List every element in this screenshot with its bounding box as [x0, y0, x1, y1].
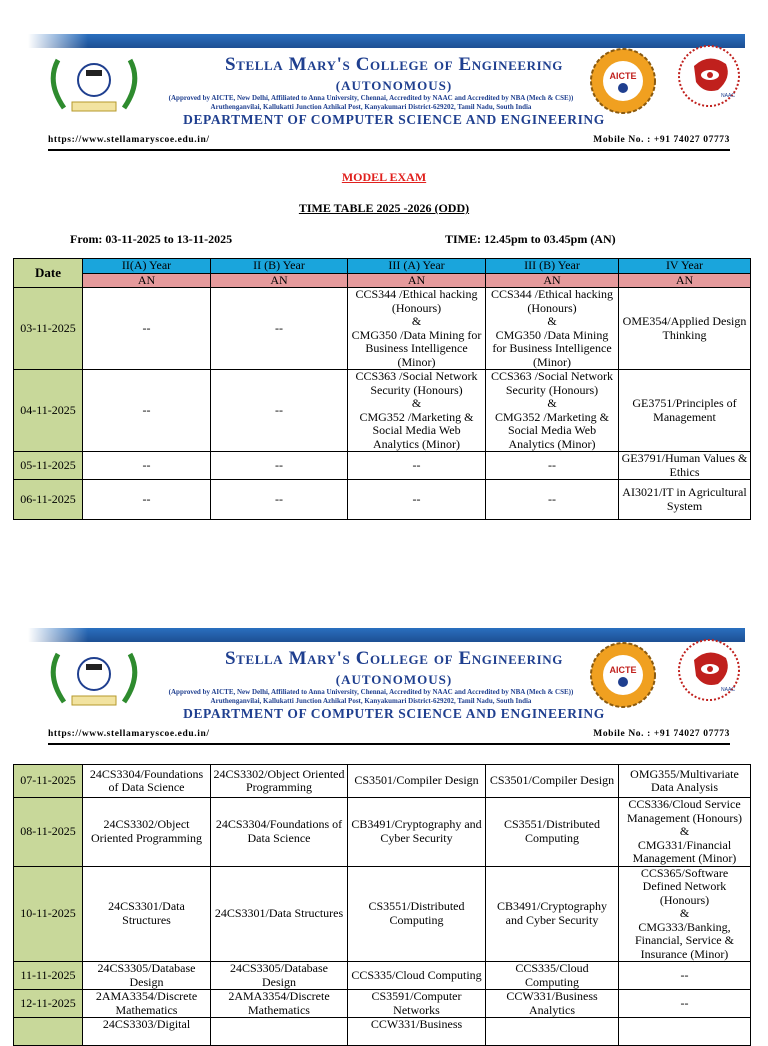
exam-time: TIME: 12.45pm to 03.45pm (AN): [445, 232, 616, 246]
table-row: [14, 480, 751, 520]
subject-cell: --: [619, 962, 751, 990]
table-row: [14, 866, 751, 962]
session-header: AN: [619, 273, 751, 288]
subject-cell: CCS344 /Ethical hacking (Honours) & CMG350 /Data Mining for Business Intelligence (Minor): [486, 288, 619, 370]
header-divider: [48, 149, 730, 151]
subject-cell: --: [486, 452, 619, 480]
approval-text: [136, 94, 606, 112]
session-header: AN: [211, 273, 348, 288]
table-row: [14, 990, 751, 1018]
subject-cell: CCS344 /Ethical hacking (Honours) & CMG350 /Data Mining for Business Intelligence (Minor): [348, 288, 486, 370]
date-cell: 10-11-2025: [14, 866, 83, 962]
aicte-logo: [588, 640, 658, 710]
subject-cell: --: [211, 452, 348, 480]
date-cell: 11-11-2025: [14, 962, 83, 990]
subject-cell: CCS335/Cloud Computing: [348, 962, 486, 990]
session-header: AN: [348, 273, 486, 288]
autonomous-label: (AUTONOMOUS): [335, 672, 453, 687]
table-row: [14, 962, 751, 990]
date-cell: 05-11-2025: [14, 452, 83, 480]
table-row: [14, 452, 751, 480]
timetable-title: TIME TABLE 2025 -2026 (ODD): [298, 201, 470, 215]
header-divider: [48, 743, 730, 745]
subject-cell: --: [211, 480, 348, 520]
subject-cell: CCS365/Software Defined Network (Honours) & CMG333/Banking, Financial, Service & Insurance (Minor): [619, 866, 751, 962]
department-name: DEPARTMENT OF COMPUTER SCIENCE AND ENGINEERING: [183, 706, 605, 721]
college-header: [44, 42, 744, 150]
subject-cell: 24CS3301/Data Structures: [83, 866, 211, 962]
subject-cell: CB3491/Cryptography and Cyber Security: [486, 866, 619, 962]
subject-cell: [619, 1018, 751, 1046]
approval-line-2: Aruthenganvilai, Kallukatti Junction Azhikal Post, Kanyakumari District-629202, Tamil Nadu, South India: [210, 103, 532, 111]
subject-cell: [211, 1018, 348, 1046]
college-name: Stella Mary's College of Engineering: [225, 54, 563, 75]
website-url: https://www.stellamaryscoe.edu.in/: [48, 135, 210, 145]
subject-cell: 24CS3305/Database Design: [211, 962, 348, 990]
subject-cell: [486, 1018, 619, 1046]
subject-cell: OMG355/Multivariate Data Analysis: [619, 765, 751, 798]
table-row: [14, 765, 751, 798]
subject-cell: --: [83, 288, 211, 370]
naac-logo: [674, 42, 744, 114]
website-url: https://www.stellamaryscoe.edu.in/: [48, 729, 210, 739]
autonomous-label: (AUTONOMOUS): [335, 78, 453, 93]
aicte-logo: [588, 46, 658, 116]
approval-line-2: Aruthenganvilai, Kallukatti Junction Azhikal Post, Kanyakumari District-629202, Tamil Nadu, South India: [210, 697, 532, 705]
year-header: III (A) Year: [348, 259, 486, 274]
approval-text: [136, 688, 606, 706]
subject-cell: CS3551/Distributed Computing: [348, 866, 486, 962]
subject-cell: CCS363 /Social Network Security (Honours) & CMG352 /Marketing & Social Media Web Analytics (Minor): [486, 370, 619, 452]
subject-cell: GE3791/Human Values & Ethics: [619, 452, 751, 480]
subject-cell: CS3551/Distributed Computing: [486, 798, 619, 867]
subject-cell: 24CS3303/Digital: [83, 1018, 211, 1046]
year-header: II(A) Year: [83, 259, 211, 274]
subject-cell: CS3501/Compiler Design: [486, 765, 619, 798]
session-header: AN: [486, 273, 619, 288]
subject-cell: 2AMA3354/Discrete Mathematics: [211, 990, 348, 1018]
aicte-logo-text: AICTE: [609, 665, 637, 675]
table-row: [14, 798, 751, 867]
subject-cell: --: [83, 480, 211, 520]
subject-cell: --: [83, 452, 211, 480]
date-cell: 04-11-2025: [14, 370, 83, 452]
table-row: [14, 288, 751, 370]
date-range: From: 03-11-2025 to 13-11-2025: [70, 232, 233, 246]
year-header: IV Year: [619, 259, 751, 274]
subject-cell: CS3501/Compiler Design: [348, 765, 486, 798]
subject-cell: 24CS3304/Foundations of Data Science: [83, 765, 211, 798]
approval-line-1: (Approved by AICTE, New Delhi, Affiliated to Anna University, Chennai, Accredited by NAAC and Accredited by NBA (Mech & CSE)): [168, 688, 574, 696]
timetable-page2: [13, 764, 751, 1046]
subject-cell: CCS336/Cloud Service Management (Honours) & CMG331/Financial Management (Minor): [619, 798, 751, 867]
subject-cell: CCW331/Business Analytics: [486, 990, 619, 1018]
mobile-number: Mobile No. : +91 74027 07773: [593, 729, 730, 739]
subject-cell: 24CS3302/Object Oriented Programming: [211, 765, 348, 798]
subject-cell: --: [348, 452, 486, 480]
subject-cell: GE3751/Principles of Management: [619, 370, 751, 452]
college-header: [44, 636, 744, 744]
subject-cell: CCS335/Cloud Computing: [486, 962, 619, 990]
subject-cell: 24CS3305/Database Design: [83, 962, 211, 990]
subject-cell: CCS363 /Social Network Security (Honours) & CMG352 /Marketing & Social Media Web Analytics (Minor): [348, 370, 486, 452]
date-cell: [14, 1018, 83, 1046]
approval-line-1: (Approved by AICTE, New Delhi, Affiliated to Anna University, Chennai, Accredited by NAAC and Accredited by NBA (Mech & CSE)): [168, 94, 574, 102]
subject-cell: --: [619, 990, 751, 1018]
session-header: AN: [83, 273, 211, 288]
mobile-number: Mobile No. : +91 74027 07773: [593, 135, 730, 145]
naac-logo-text: NAAC: [721, 687, 735, 693]
subject-cell: 24CS3302/Object Oriented Programming: [83, 798, 211, 867]
subject-cell: AI3021/IT in Agricultural System: [619, 480, 751, 520]
year-header: II (B) Year: [211, 259, 348, 274]
subject-cell: --: [486, 480, 619, 520]
timetable-page1: [13, 258, 751, 520]
subject-cell: --: [83, 370, 211, 452]
subject-cell: --: [211, 288, 348, 370]
date-cell: 08-11-2025: [14, 798, 83, 867]
table-row: [14, 370, 751, 452]
aicte-logo-text: AICTE: [609, 71, 637, 81]
date-cell: 07-11-2025: [14, 765, 83, 798]
college-name: Stella Mary's College of Engineering: [225, 648, 563, 669]
date-cell: 12-11-2025: [14, 990, 83, 1018]
subject-cell: 2AMA3354/Discrete Mathematics: [83, 990, 211, 1018]
subject-cell: 24CS3301/Data Structures: [211, 866, 348, 962]
naac-logo: [674, 636, 744, 708]
subject-cell: 24CS3304/Foundations of Data Science: [211, 798, 348, 867]
subject-cell: --: [211, 370, 348, 452]
naac-logo-text: NAAC: [721, 93, 735, 99]
subject-cell: CCW331/Business: [348, 1018, 486, 1046]
date-column-header: Date: [14, 259, 83, 288]
subject-cell: CS3591/Computer Networks: [348, 990, 486, 1018]
date-cell: 06-11-2025: [14, 480, 83, 520]
exam-title: MODEL EXAM: [341, 170, 427, 184]
subject-cell: OME354/Applied Design Thinking: [619, 288, 751, 370]
subject-cell: --: [348, 480, 486, 520]
subject-cell: CB3491/Cryptography and Cyber Security: [348, 798, 486, 867]
date-cell: 03-11-2025: [14, 288, 83, 370]
department-name: DEPARTMENT OF COMPUTER SCIENCE AND ENGINEERING: [183, 112, 605, 127]
year-header: III (B) Year: [486, 259, 619, 274]
table-row: [14, 1018, 751, 1046]
